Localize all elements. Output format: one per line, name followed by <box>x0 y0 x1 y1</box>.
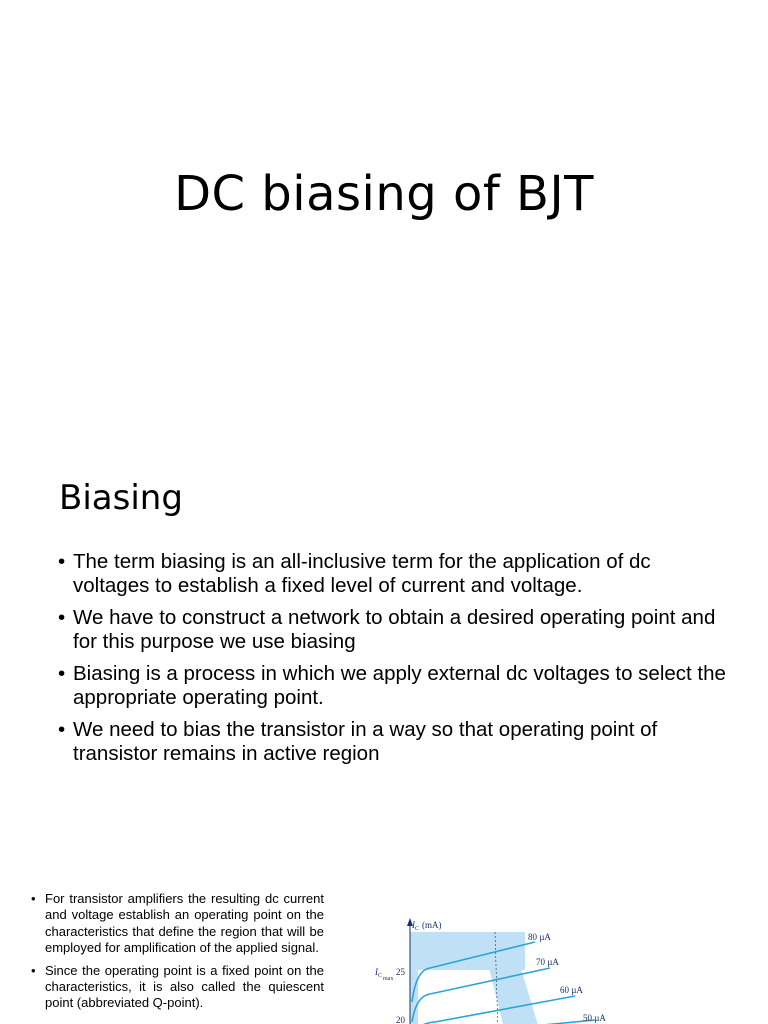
ic-max-label: $I_{Cmax}$ <box>375 967 394 982</box>
curve-label: 60 µA <box>560 985 583 995</box>
bullet-item: • The term biasing is an all-inclusive term for the application of dc voltages to establish a fixed level of current and voltage. <box>58 550 728 598</box>
bullet-item: • Since the operating point is a fixed point on the characteristics, it is also called the quiescent point (abbreviated Q-point). <box>30 963 324 1012</box>
characteristics-figure <box>360 912 620 1024</box>
y-axis-label: $I_C$ (mA) <box>412 920 442 932</box>
slide-heading: Biasing <box>59 478 183 518</box>
dissipation-region <box>480 932 540 1024</box>
bullet-item: • For transistor amplifiers the resulting dc current and voltage establish an operating point on the characteristics that define the region that will be employed for amplification of the applied signal. <box>30 891 324 957</box>
bullet-item: • We need to bias the transistor in a way so that operating point of transistor remains in active region <box>58 718 728 766</box>
tick-25: 25 <box>396 967 405 977</box>
curve-60ua <box>416 996 575 1024</box>
tick-20: 20 <box>396 1015 405 1024</box>
bullet-item: • Biasing is a process in which we apply external dc voltages to select the appropriate operating point. <box>58 662 728 710</box>
bullet-list <box>58 550 728 774</box>
curve-label: 50 µA <box>583 1013 606 1023</box>
curve-label: 80 µA <box>528 932 551 942</box>
slide-title: DC biasing of BJT <box>174 166 594 222</box>
small-bullet-list <box>30 891 324 1018</box>
bullet-item: • We have to construct a network to obtain a desired operating point and for this purpose we use biasing <box>58 606 728 654</box>
curve-label: 70 µA <box>536 957 559 967</box>
characteristics-diagram <box>360 912 620 1024</box>
